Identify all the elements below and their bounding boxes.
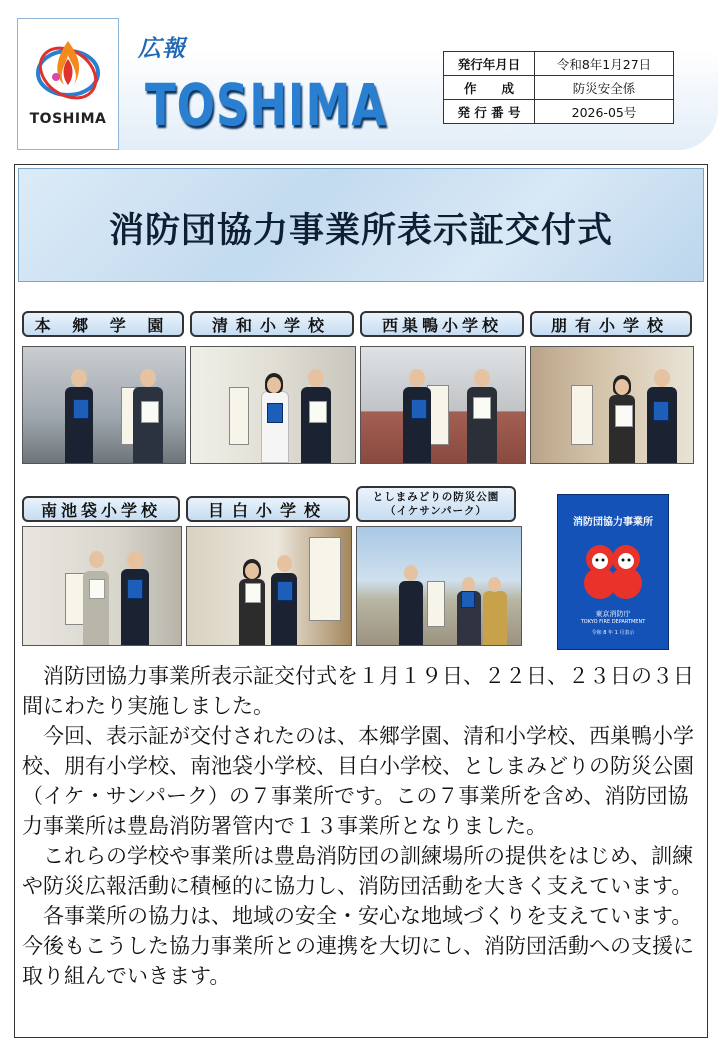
article-paragraph: 今回、表示証が交付されたのは、本郷学園、清和小学校、西巣鴨小学校、朋有小学校、南池袋小学校、目白小学校、としまみどりの防災公園（イケ・サンパーク）の７事業所です。この７事業所を含め、消防団協力事業所は豊島消防署管内で１３事業所となりました。 [22,724,694,838]
article-paragraph: 消防団協力事業所表示証交付式を１月１９日、２２日、２３日の３日間にわたり実施しました。 [22,664,694,718]
toshima-logo [17,18,119,150]
label-nishisugamo-elementary: 西巣鴨小学校 [360,311,524,337]
title-banner [18,168,704,282]
sign-issuer-en: TOKYO FIRE DEPARTMENT [580,619,646,625]
logo-text: TOSHIMA [29,111,107,127]
label-bosai-park [356,486,516,522]
koho-title: 広報 [138,36,186,62]
label-mejiro-elementary: 目白小学校 [186,496,350,522]
sign-issuer: 東京消防庁 [595,610,631,618]
photo-mejiro-elementary [186,526,352,646]
photo-seiwa-elementary [190,346,356,464]
label-bosai-park-line1: としまみどりの防災公園 [372,491,500,503]
article-paragraph: 各事業所の協力は、地域の安全・安心な地域づくりを支えています。今後もこうした協力事業所との連携を大切にし、消防団活動への支援に取り組んでいきます。 [22,904,694,988]
issue-info-table [443,51,674,124]
article-paragraph: これらの学校や事業所は豊島消防団の訓練場所の提供をはじめ、訓練や防災広報活動に積極的に協力し、消防団活動を大きく支えています。 [22,844,694,898]
flame-logo-icon [30,33,106,109]
issue-info-value: 令和8年1月27日 [535,52,674,76]
article-title: 消防団協力事業所表示証交付式 [108,211,613,251]
photo-minamiikebukuro-elementary [22,526,182,646]
issue-info-key: 発行年月日 [444,52,535,76]
issue-info-row [444,76,674,100]
issue-info-row [444,100,674,124]
photo-nishisugamo-elementary [360,346,526,464]
sign-date: 令和 8 年 1 月表示 [591,630,635,636]
issue-info-key: 発 行 番 号 [444,100,535,124]
photo-hongo-gakuen [22,346,186,464]
photo-houyu-elementary [530,346,694,464]
label-houyu-elementary: 朋有小学校 [530,311,692,337]
label-hongo-gakuen: 本 郷 学 園 [22,311,184,337]
issue-info-key: 作 成 [444,76,535,100]
photo-bosai-park [356,526,522,646]
issue-info-value: 防災安全係 [535,76,674,100]
label-seiwa-elementary: 清和小学校 [190,311,354,337]
article-body [22,661,698,991]
label-minamiikebukuro-elementary: 南池袋小学校 [22,496,180,522]
issue-info-row [444,52,674,76]
sign-title: 消防団協力事業所 [573,517,653,528]
brand-title: TOSHIMA [145,71,388,139]
fire-brigade-cooperation-sign [557,494,669,650]
fire-mascot-icon [578,535,648,601]
issue-info-value: 2026-05号 [535,100,674,124]
label-bosai-park-line2: （イケサンパーク） [384,505,488,517]
